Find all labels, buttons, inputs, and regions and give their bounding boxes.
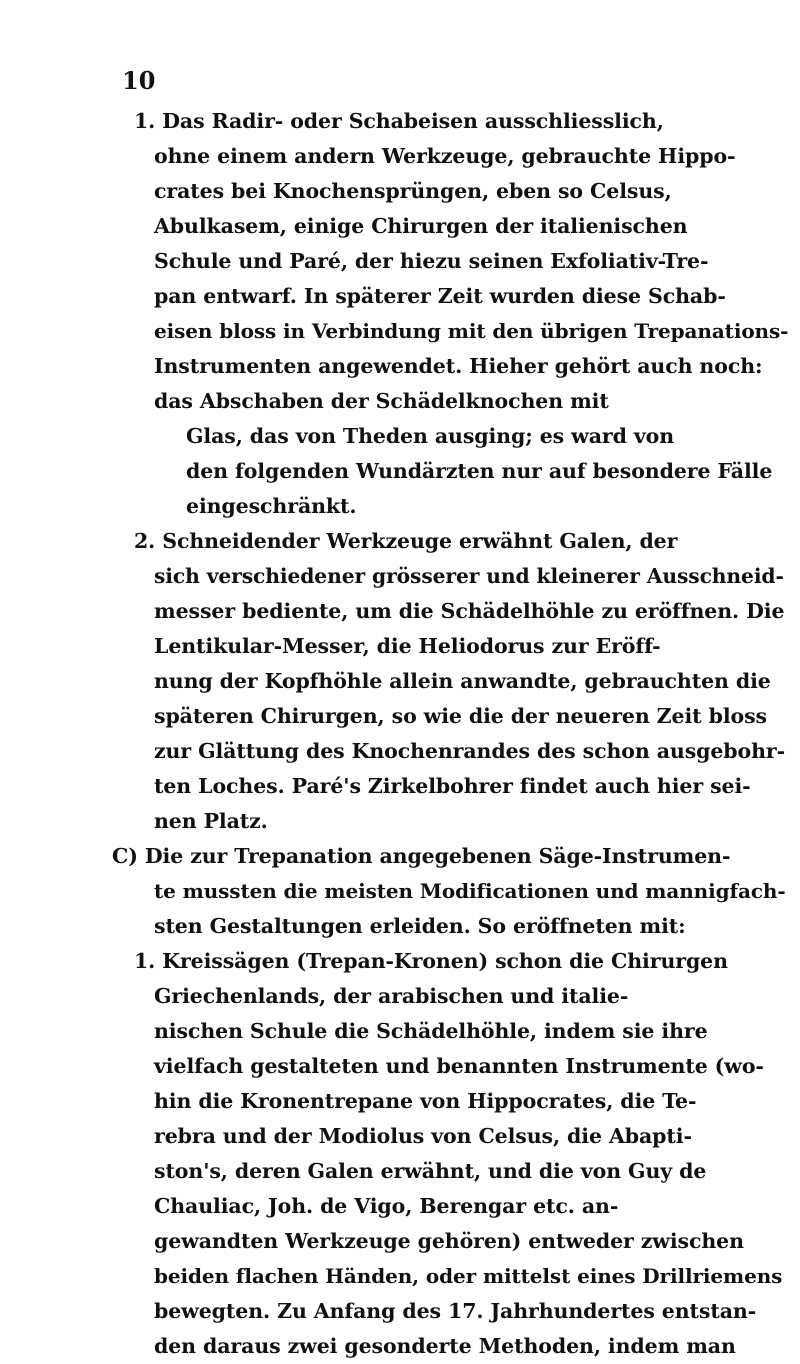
text-line: te mussten die meisten Modificationen und mannigfach- [154, 879, 786, 903]
body-text [112, 104, 788, 1364]
text-line: gewandten Werkzeuge gehören) entweder zwischen [154, 1229, 744, 1253]
text-line: 2. Schneidender Werkzeuge erwähnt Galen, der [134, 529, 678, 553]
text-line: Lentikular-Messer, die Heliodorus zur Eröff- [154, 634, 661, 658]
text-line: rebra und der Modiolus von Celsus, die Abapti- [154, 1124, 692, 1148]
text-line: zur Glättung des Knochenrandes des schon ausgebohr- [154, 739, 786, 763]
text-line: hin die Kronentrepane von Hippocrates, die Te- [154, 1089, 697, 1113]
text-line: pan entwarf. In späterer Zeit wurden diese Schab- [154, 284, 726, 308]
text-line: eingeschränkt. [186, 494, 357, 518]
text-line: 1. Das Radir- oder Schabeisen ausschliesslich, [134, 109, 664, 133]
text-line: eisen bloss in Verbindung mit den übrigen Trepanations- [154, 319, 789, 343]
text-line: Abulkasem, einige Chirurgen der italienischen [154, 214, 688, 238]
text-line: ston's, deren Galen erwähnt, und die von Guy de [154, 1159, 707, 1183]
text-line: späteren Chirurgen, so wie die der neueren Zeit bloss [154, 704, 767, 728]
text-line: nischen Schule die Schädelhöhle, indem sie ihre [154, 1019, 708, 1043]
text-line: den daraus zwei gesonderte Methoden, indem man [154, 1334, 736, 1358]
text-line: Glas, das von Theden ausging; es ward von [186, 424, 675, 448]
text-line: Instrumenten angewendet. Hieher gehört auch noch: [154, 354, 763, 378]
text-line: den folgenden Wundärzten nur auf besondere Fälle [186, 459, 773, 483]
text-line: Griechenlands, der arabischen und italie- [154, 984, 629, 1008]
text-line: nen Platz. [154, 809, 268, 833]
text-line: vielfach gestalteten und benannten Instrumente (wo- [154, 1054, 764, 1078]
text-line: sich verschiedener grösserer und kleinerer Ausschneid- [154, 564, 784, 588]
text-line: messer bediente, um die Schädelhöhle zu eröffnen. Die [154, 599, 785, 623]
text-line: C) Die zur Trepanation angegebenen Säge-Instrumen- [112, 844, 731, 868]
text-line: crates bei Knochensprüngen, eben so Celsus, [154, 179, 672, 203]
page-number: 10 [122, 66, 156, 95]
text-line: bewegten. Zu Anfang des 17. Jahrhundertes entstan- [154, 1299, 757, 1323]
text-line: ohne einem andern Werkzeuge, gebrauchte Hippo- [154, 144, 736, 168]
text-line: das Abschaben der Schädelknochen mit [154, 389, 609, 413]
text-line: ten Loches. Paré's Zirkelbohrer findet auch hier sei- [154, 774, 751, 798]
text-line: Schule und Paré, der hiezu seinen Exfoliativ-Tre- [154, 249, 709, 273]
text-line: 1. Kreissägen (Trepan-Kronen) schon die Chirurgen [134, 949, 728, 973]
text-line: Chauliac, Joh. de Vigo, Berengar etc. an- [154, 1194, 619, 1218]
text-line: sten Gestaltungen erleiden. So eröffneten mit: [154, 914, 686, 938]
text-line: beiden flachen Händen, oder mittelst eines Drillriemens [154, 1264, 783, 1288]
text-line: nung der Kopfhöhle allein anwandte, gebrauchten die [154, 669, 771, 693]
